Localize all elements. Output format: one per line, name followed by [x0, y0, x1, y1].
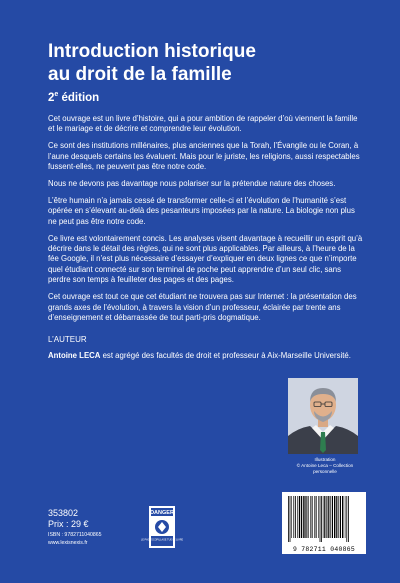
- credit-line: © Antoine Leca – Collection: [296, 463, 354, 468]
- blurb-paragraph: Ce sont des institutions millénaires, plus anciennes que la Torah, l’Évangile ou le Coran, à l’aune desquels certains les évaluent. Mais pour le juriste, les religions, aussi respectables fussent-elles, ne peuvent pas être notre code.: [48, 141, 360, 172]
- blurb-paragraph: L’être humain n’a jamais cessé de transformer celle-ci et l’évolution de l’humanité s’est opérée en s’élevant au-delà des pesanteurs imposées par la nature. La biologie non plus ne peut pas être notre code.: [48, 195, 355, 226]
- barcode-bar: [330, 496, 331, 538]
- edition-suffix: e: [54, 91, 59, 98]
- barcode-bar: [301, 496, 302, 538]
- barcode-bars: [282, 492, 366, 544]
- product-code: 353802: [48, 508, 79, 518]
- barcode-bar: [316, 496, 317, 538]
- logo-bottom-text: LE PHOTOCOPILLAGE TUE LE LIVRE: [140, 538, 184, 542]
- barcode-bar: [290, 496, 291, 542]
- title-line-2: au droit de la famille: [48, 64, 232, 85]
- title-line-1: Introduction historique: [48, 41, 256, 62]
- barcode-bar: [297, 496, 298, 538]
- blurb-paragraph: Nous ne devons pas davantage nous polariser sur la prétendue nature des choses.: [48, 179, 336, 189]
- barcode-bar: [299, 496, 300, 538]
- credit-line: personnelle: [313, 469, 337, 474]
- barcode-bar: [291, 496, 292, 538]
- blurb-paragraph: Ce livre est volontairement concis. Les analyses visent davantage à recueillir un esprit qu’à décrire dans le détail des règles, qui ne sont plus applicables. Par ailleurs, à l’heure de la fée Google, il n’est plus nécessaire d’essayer d’expliquer en deux lignes ce que n’importe quel étudiant connecté sur son terminal de poche peut apprendre d’un seul clic, sans perdre son temps à feuilleter des pages et des pages.: [48, 233, 363, 285]
- barcode-bar: [334, 496, 335, 538]
- barcode-bar: [328, 496, 329, 538]
- barcode-bar: [340, 496, 341, 538]
- barcode-bar: [312, 496, 313, 538]
- author-portrait: [288, 378, 358, 454]
- barcode-bar: [332, 496, 333, 538]
- barcode-bar: [323, 496, 324, 538]
- barcode-bar: [293, 496, 294, 538]
- portrait-illustration: [288, 378, 358, 454]
- barcode-bar: [308, 496, 309, 538]
- edition-number: 2: [48, 91, 55, 104]
- barcode-bar: [321, 496, 322, 542]
- price: Prix : 29 €: [48, 519, 89, 529]
- isbn: ISBN : 9782711040865: [48, 532, 102, 538]
- barcode-bar: [346, 496, 347, 542]
- barcode-bar: [342, 496, 343, 538]
- barcode-bar: [336, 496, 337, 538]
- barcode-bar: [314, 496, 315, 538]
- barcode-bar: [303, 496, 304, 538]
- author-bio: [48, 351, 378, 361]
- portrait-credit: [285, 457, 365, 475]
- blurb: [48, 114, 364, 330]
- author-description: est agrégé des facultés de droit et professeur à Aix-Marseille Université.: [100, 351, 351, 360]
- edition-word: édition: [61, 91, 100, 104]
- barcode-bar: [295, 496, 296, 538]
- barcode-bar: [326, 496, 327, 538]
- barcode: [282, 492, 366, 554]
- barcode-bar: [338, 496, 339, 538]
- barcode-bar: [318, 496, 319, 538]
- danger-icon: [140, 506, 184, 548]
- barcode-bar: [345, 496, 346, 538]
- barcode-bar: [305, 496, 306, 538]
- edition-label: [48, 91, 99, 104]
- barcode-bar: [288, 496, 289, 542]
- barcode-bar: [320, 496, 321, 542]
- barcode-bar: [348, 496, 349, 542]
- barcode-bar: [310, 496, 311, 538]
- website-link[interactable]: www.lexisnexis.fr: [48, 540, 88, 546]
- photocopy-warning-logo: [140, 506, 184, 548]
- blurb-paragraph: Cet ouvrage est tout ce que cet étudiant ne trouvera pas sur Internet : la présentation des grands axes de l’évolution, à travers la vision d’un professeur, éclairée par trente ans d’enseignement et débarrassée de tout parti-pris dogmatique.: [48, 292, 357, 322]
- book-title: [48, 40, 368, 86]
- barcode-bar: [324, 496, 325, 538]
- author-heading: L’AUTEUR: [48, 335, 87, 344]
- barcode-number: 9 782711 040865: [292, 546, 356, 553]
- logo-top-text: DANGER: [150, 510, 174, 516]
- credit-line: Illustration: [314, 457, 336, 462]
- blurb-paragraph: Cet ouvrage est un livre d’histoire, qui a pour ambition de rappeler d’où viennent la famille et le mariage et de décrire et comprendre leur évolution.: [48, 114, 358, 134]
- author-name: Antoine LECA: [48, 351, 101, 360]
